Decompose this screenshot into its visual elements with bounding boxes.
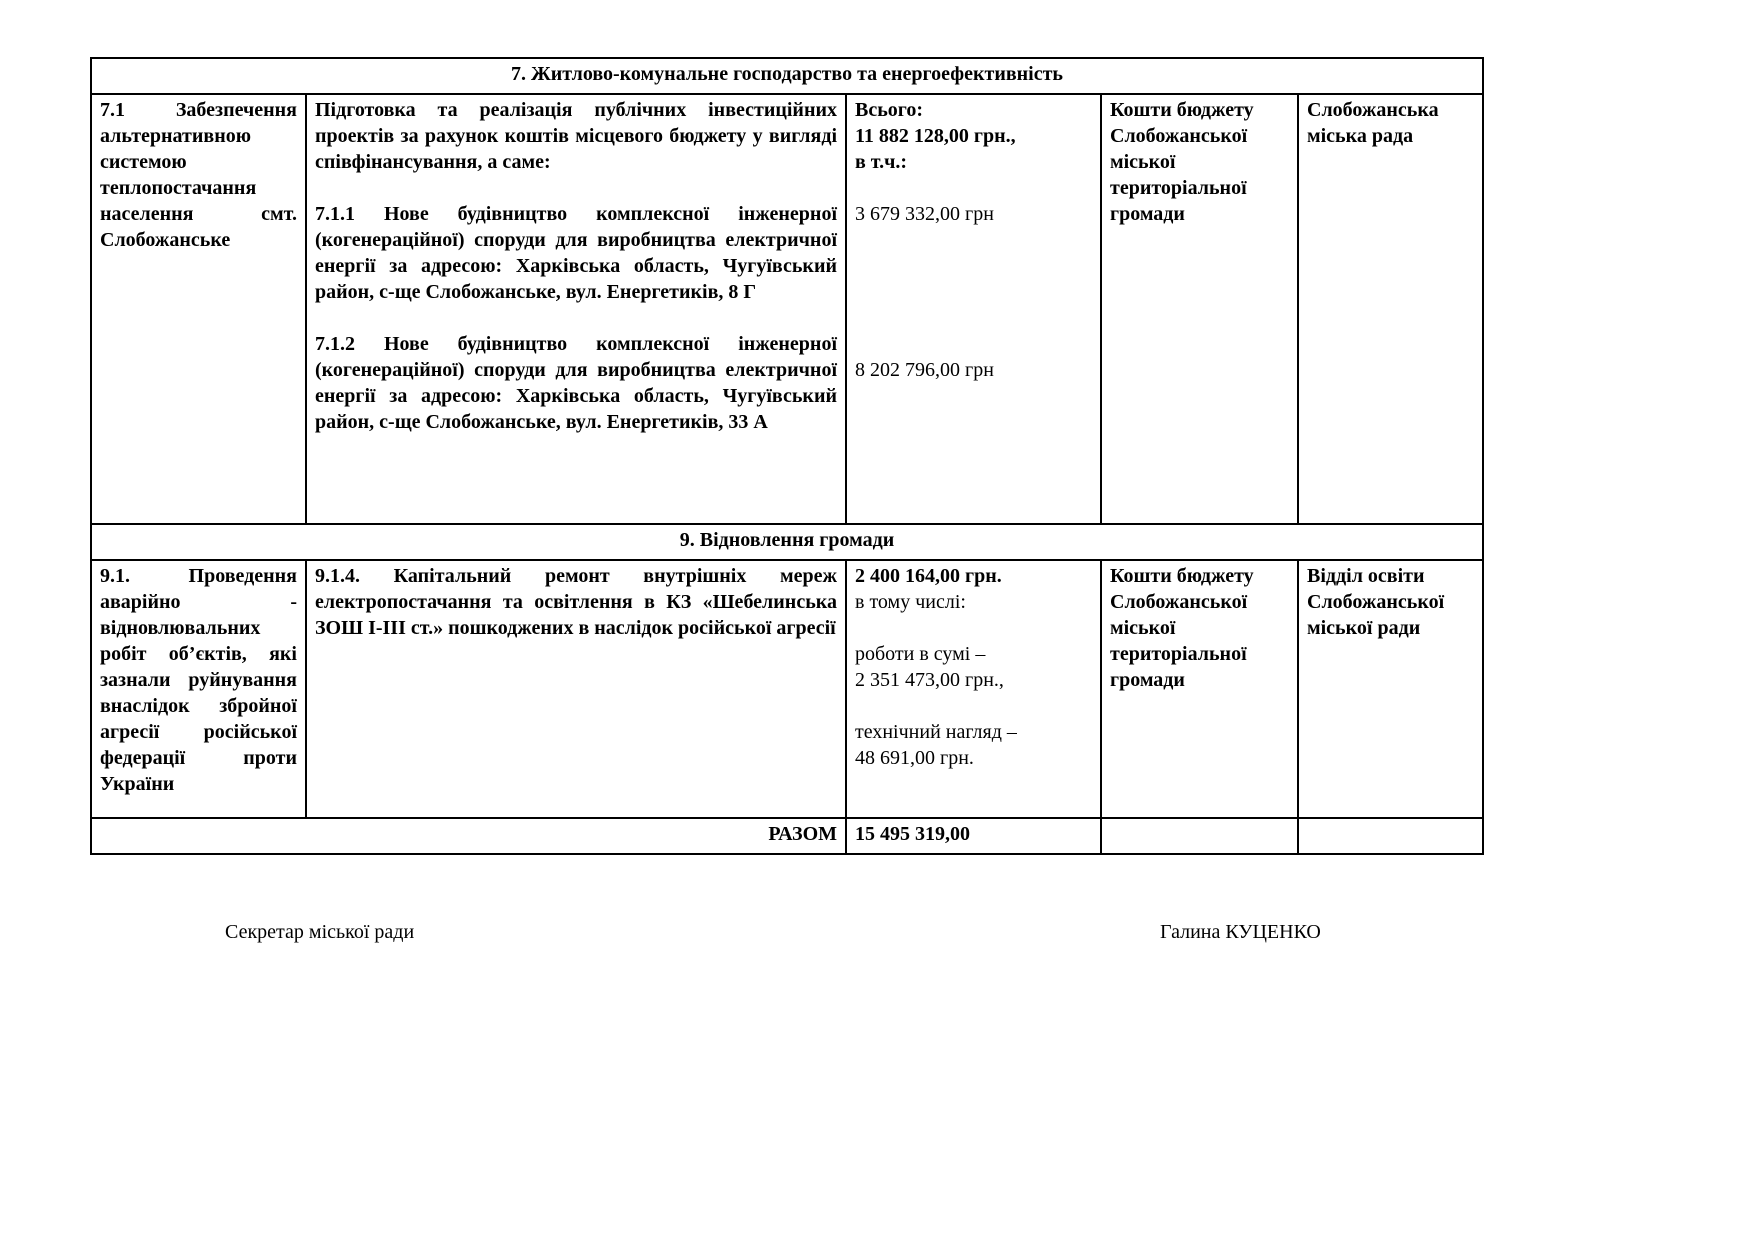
total-label: РАЗОМ (91, 818, 846, 854)
section7-amount-label: Всього: (855, 99, 924, 121)
section9-executor-text: Відділ освіти Слобожанської міської ради (1307, 565, 1445, 639)
section7-program-cell (91, 94, 306, 524)
total-value: 15 495 319,00 (846, 818, 1101, 854)
section9-measures-cell (306, 560, 846, 818)
section7-measure-7-1-1: 7.1.1 Нове будівництво комплексної інженерної (когенераційної) споруди для виробництва електричної енергії за адресою: Харківська область, Чугуївський район, с-ще Слобожанське, вул. Енергетиків, 8 Г (315, 203, 837, 303)
budget-table (90, 57, 1484, 855)
section7-funding-source-cell (1101, 94, 1298, 524)
section7-measure-7-1-2: 7.1.2 Нове будівництво комплексної інженерної (когенераційної) споруди для виробництва електричної енергії за адресою: Харківська область, Чугуївський район, с-ще Слобожанське, вул. Енергетиків, 33 А (315, 333, 837, 433)
section9-measure-9-1-4: 9.1.4. Капітальний ремонт внутрішніх мереж електропостачання та освітлення в КЗ «Шебелинська ЗОШ І-ІІІ ст.» пошкоджених в наслідок російської агресії (315, 565, 837, 639)
section9-amount-cell (846, 560, 1101, 818)
section7-measures-cell (306, 94, 846, 524)
blank-line (855, 615, 1092, 641)
section9-program-cell (91, 560, 306, 818)
section9-executor-cell (1298, 560, 1483, 818)
signature-role: Секретар міської ради (225, 921, 415, 943)
section9-works-amount: 2 351 473,00 грн., (855, 669, 1004, 691)
section9-supervision-amount: 48 691,00 грн. (855, 747, 974, 769)
section7-header-row (91, 58, 1483, 94)
section9-supervision-label: технічний нагляд – (855, 721, 1017, 743)
section7-title: 7. Житлово-комунальне господарство та енергоефективність (91, 58, 1483, 94)
section7-row (91, 94, 1483, 524)
section7-measures-intro: Підготовка та реалізація публічних інвестиційних проектів за рахунок коштів місцевого бюджету у вигляді співфінансування, а саме: (315, 99, 837, 173)
signature-name: Галина КУЦЕНКО (1160, 921, 1321, 943)
section7-program-text: 7.1 Забезпечення альтернативною системою теплопостачання населення смт. Слобожанське (100, 99, 297, 251)
section7-amount-total: 11 882 128,00 грн., (855, 125, 1016, 147)
blank-line (855, 693, 1092, 719)
section9-amount-total: 2 400 164,00 грн. (855, 565, 1002, 587)
section9-header-row (91, 524, 1483, 560)
section9-program-text: 9.1. Проведення аварійно - відновлювальних робіт об’єктів, які зазнали руйнування внаслідок збройної агресії російської федерації проти України (100, 565, 297, 795)
blank-line (315, 175, 837, 201)
section7-funding-source-text: Кошти бюджету Слобожанської міської територіальної громади (1110, 99, 1254, 225)
section9-works-label: роботи в сумі – (855, 643, 986, 665)
blank-line (855, 175, 1092, 201)
section9-row (91, 560, 1483, 818)
total-row (91, 818, 1483, 854)
section9-funding-source-text: Кошти бюджету Слобожанської міської територіальної громади (1110, 565, 1254, 691)
section9-amount-incl: в тому числі: (855, 591, 966, 613)
blank-lines (855, 227, 1092, 357)
section7-amount-cell (846, 94, 1101, 524)
section9-funding-source-cell (1101, 560, 1298, 818)
total-empty-cell-2 (1298, 818, 1483, 854)
blank-line (315, 305, 837, 331)
section7-amount-incl: в т.ч.: (855, 151, 908, 173)
section7-executor-text: Слобожанська міська рада (1307, 99, 1439, 147)
section7-amount-7-1-1: 3 679 332,00 грн (855, 203, 994, 225)
signature-block (90, 919, 1754, 959)
total-empty-cell-1 (1101, 818, 1298, 854)
section9-title: 9. Відновлення громади (91, 524, 1483, 560)
section7-amount-7-1-2: 8 202 796,00 грн (855, 359, 994, 381)
section7-executor-cell (1298, 94, 1483, 524)
